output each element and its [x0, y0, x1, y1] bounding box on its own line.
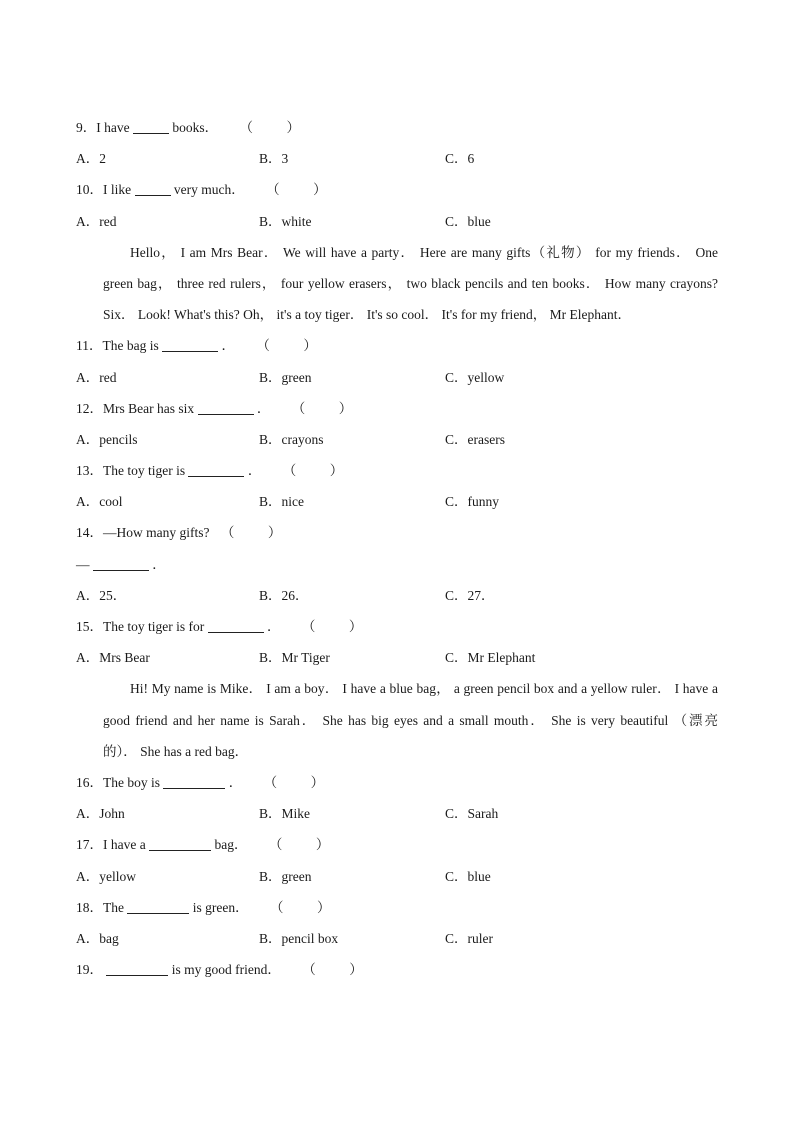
- option-c: C．yellow: [445, 369, 505, 385]
- question-stem-end: ．: [247, 463, 262, 479]
- passage-line: good friend and her name is Sarah． She has big eyes and a small mouth． She is very beautiful （漂亮: [103, 712, 718, 728]
- answer-parentheses: （ ）: [268, 837, 340, 853]
- question-stem: 13．The toy tiger is: [76, 463, 186, 479]
- options-15: [76, 642, 718, 673]
- answer-line-end: ．: [152, 556, 166, 572]
- option-b: B．crayons: [259, 431, 324, 447]
- option-c: C．funny: [445, 494, 499, 510]
- question-stem: 19．: [76, 962, 103, 978]
- options-10: [76, 206, 718, 237]
- answer-blank: [163, 774, 225, 789]
- answer-parentheses: （ ）: [256, 338, 327, 354]
- option-b: B．3: [259, 151, 289, 167]
- option-c: C．blue: [445, 213, 491, 229]
- passage-line: green bag， three red rulers， four yellow erasers， two black pencils and ten books． How many crayons?: [103, 275, 718, 291]
- answer-blank: [133, 119, 169, 134]
- reading-passage-1: [76, 237, 718, 331]
- question-stem-end: ．: [221, 338, 235, 354]
- option-b: B．pencil box: [259, 930, 339, 946]
- question-stem-end: very much．: [173, 182, 245, 198]
- option-c: C．ruler: [445, 930, 493, 946]
- options-11: [76, 362, 718, 393]
- answer-parentheses: （ ）: [291, 400, 363, 416]
- worksheet-page: [76, 112, 718, 985]
- option-b: B．Mr Tiger: [259, 650, 330, 666]
- answer-blank: [188, 462, 244, 477]
- answer-parentheses: （ ）: [269, 899, 341, 915]
- option-a: A．John: [76, 806, 125, 822]
- option-c: C．Sarah: [445, 806, 499, 822]
- option-c: C．blue: [445, 868, 491, 884]
- option-a: A．pencils: [76, 431, 138, 447]
- option-a: A．Mrs Bear: [76, 650, 150, 666]
- option-a: A．cool: [76, 494, 123, 510]
- question-stem-end: ．: [266, 619, 281, 635]
- reading-passage-2: [76, 673, 718, 767]
- option-a: A．2: [76, 151, 106, 167]
- question-stem: 16．The boy is: [76, 775, 160, 791]
- question-stem-end: books．: [172, 120, 219, 135]
- answer-blank: [149, 836, 211, 851]
- question-17: [76, 829, 718, 860]
- passage-line: Hello， I am Mrs Bear． We will have a party． Here are many gifts（礼物） for my friends． One: [130, 244, 718, 260]
- options-18: [76, 923, 718, 954]
- question-15: [76, 611, 718, 642]
- question-stem-end: is my good friend．: [171, 962, 281, 978]
- question-stem: 12．Mrs Bear has six: [76, 400, 195, 416]
- question-19: [76, 954, 718, 985]
- option-b: B．26．: [259, 587, 309, 603]
- question-stem: 15．The toy tiger is for: [76, 619, 205, 635]
- question-18: [76, 892, 718, 923]
- option-c: C．erasers: [445, 431, 505, 447]
- options-14: [76, 580, 718, 611]
- question-16: [76, 767, 718, 798]
- option-a: A．red: [76, 213, 117, 229]
- option-a: A．25．: [76, 587, 127, 603]
- options-12: [76, 424, 718, 455]
- option-b: B．nice: [259, 494, 304, 510]
- dialogue-dash: —: [76, 556, 90, 572]
- question-13: [76, 455, 718, 486]
- option-b: B．Mike: [259, 806, 311, 822]
- passage-line: Six． Look! What's this? Oh， it's a toy tiger． It's so cool． It's for my friend， Mr Elephant．: [103, 307, 632, 323]
- answer-blank: [162, 337, 218, 352]
- option-b: B．green: [259, 369, 312, 385]
- answer-parentheses: （ ）: [266, 182, 337, 198]
- question-10: [76, 174, 718, 205]
- question-stem: 10．I like: [76, 182, 132, 198]
- question-12: [76, 393, 718, 424]
- question-9: [76, 112, 718, 143]
- option-a: A．bag: [76, 930, 119, 946]
- option-a: A．red: [76, 369, 117, 385]
- question-stem: 9．I have: [76, 120, 130, 135]
- answer-parentheses: （ ）: [301, 619, 373, 635]
- option-a: A．yellow: [76, 868, 136, 884]
- answer-blank: [208, 618, 264, 633]
- question-14: [76, 517, 718, 548]
- question-stem-end: bag．: [214, 837, 248, 853]
- question-stem: 17．I have a: [76, 837, 146, 853]
- option-c: C．6: [445, 151, 475, 167]
- question-stem: 14．—How many gifts?: [76, 525, 210, 541]
- answer-parentheses: （ ）: [263, 775, 335, 791]
- answer-blank: [93, 556, 149, 571]
- option-c: C．27．: [445, 587, 495, 603]
- answer-blank: [135, 181, 171, 196]
- question-stem-end: is green．: [192, 899, 249, 915]
- options-13: [76, 486, 718, 517]
- question-stem-end: ．: [228, 775, 243, 791]
- option-b: B．green: [259, 868, 312, 884]
- options-16: [76, 798, 718, 829]
- question-stem-end: ．: [256, 400, 271, 416]
- option-c: C．Mr Elephant: [445, 650, 536, 666]
- options-17: [76, 861, 718, 892]
- answer-parentheses: （ ）: [302, 962, 373, 978]
- answer-parentheses: （ ）: [282, 463, 354, 479]
- answer-blank: [127, 899, 189, 914]
- question-stem: 11．The bag is: [76, 338, 159, 354]
- options-9: [76, 143, 718, 174]
- question-stem: 18．The: [76, 899, 124, 915]
- answer-blank: [198, 400, 254, 415]
- answer-parentheses: （ ）: [239, 120, 310, 135]
- passage-line: Hi! My name is Mike． I am a boy． I have a blue bag， a green pencil box and a yellow ruler． I have a: [130, 681, 718, 697]
- answer-blank: [106, 961, 168, 976]
- option-b: B．white: [259, 213, 312, 229]
- passage-line: 的）． She has a red bag．: [103, 743, 249, 759]
- answer-parentheses: （ ）: [220, 525, 292, 541]
- question-14-answer-line: [76, 549, 718, 580]
- question-11: [76, 330, 718, 361]
